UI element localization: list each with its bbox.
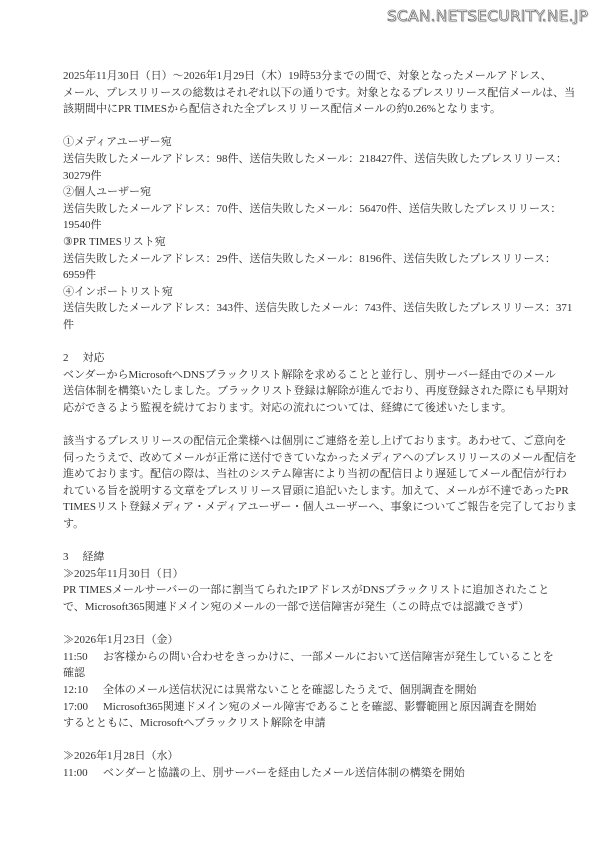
category-heading: ①メディアユーザー宛: [63, 136, 172, 149]
event-time: 12:10: [63, 683, 89, 696]
event-time: 11:50: [63, 650, 88, 663]
category-import-list: [63, 284, 573, 334]
section-2-response: [63, 350, 578, 533]
section-number: 3: [63, 551, 69, 564]
category-stats-cont: 30279件: [63, 169, 102, 182]
timeline-event: [63, 632, 554, 732]
event-text-cont: 確認: [63, 667, 85, 680]
category-stats-cont: 19540件: [63, 219, 102, 232]
category-stats: 送信失敗したメールアドレス：29件、送信失敗したメール：8196件、送信失敗したプレスリリース：: [63, 252, 556, 265]
event-text: 全体のメール送信状況には異常ないことを確認したうえで、個別調査を開始: [103, 683, 477, 696]
timeline-event: [63, 748, 533, 781]
paragraph-line: 該当するプレスリリースの配信元企業様へは個別にご連絡を差し上げております。あわせて、ご意向を: [63, 435, 567, 448]
event-entry: [63, 682, 533, 699]
section-title: 経緯: [82, 551, 105, 564]
paragraph-line: TIMESリスト登録メディア・メディアユーザー・個人ユーザーへ、事象についてご報告を完了しておりま: [63, 501, 578, 514]
intro-line: 2025年11月30日（日）～2026年1月29日（木）19時53分までの間で、対象となったメールアドレス、: [63, 70, 552, 82]
section-title: 対応: [82, 352, 105, 365]
paragraph-line: 進めております。配信の際は、当社のシステム障害により当初の配信日より遅延してメール配信が行わ: [63, 468, 567, 481]
event-text: ベンダーと協議の上、別サーバーを経由したメール送信体制の構築を開始: [103, 766, 465, 779]
category-heading: ②個人ユーザー宛: [63, 186, 151, 199]
document-body: [63, 68, 578, 782]
event-text: お客様からの問い合わせをきっかけに、一部メールにおいて送信障害が発生していることを: [103, 650, 554, 663]
event-date: ≫2025年11月30日（日）: [63, 567, 184, 580]
category-stats: 送信失敗したメールアドレス：70件、送信失敗したメール：56470件、送信失敗したプレスリリース：: [63, 202, 562, 215]
event-date: ≫2026年1月23日（金）: [63, 634, 179, 647]
paragraph-line: ベンダーからMicrosoftへDNSブラックリスト解除を求めることと並行し、別サーバー経由でのメール: [63, 368, 556, 381]
category-stats: 送信失敗したメールアドレス：98件、送信失敗したメール：218427件、送信失敗したプレスリリース：: [63, 152, 567, 165]
category-heading: ③PR TIMESリスト宛: [63, 235, 166, 248]
paragraph-line: 応ができるよう監視を続けております。対応の流れについては、経緯にて後述いたします。: [63, 401, 513, 414]
event-entry: [63, 765, 533, 782]
site-watermark: SCAN.NETSECURITY.NE.JP: [386, 7, 588, 25]
category-individual-users: [63, 184, 562, 234]
event-entry: [63, 649, 554, 666]
event-text: Microsoft365関連ドメイン宛のメール障害であることを確認、影響範囲と原因調査を開始: [103, 700, 537, 713]
section-heading: [63, 549, 533, 566]
paragraph-line: 送信体制を構築いたしました。ブラックリスト登録は解除が進んでおり、再度登録された際にも早期対: [63, 385, 569, 398]
category-media-users: [63, 134, 567, 184]
intro-line: 該期間中にPR TIMESから配信された全プレスリリース配信メールの約0.26%となります。: [63, 103, 501, 116]
event-time: 11:00: [63, 766, 88, 779]
category-stats: 送信失敗したメールアドレス：343件、送信失敗したメール：743件、送信失敗したプレスリリース：371: [63, 302, 573, 315]
section-3-timeline: [63, 549, 554, 781]
event-text: で、Microsoft365関連ドメイン宛のメールの一部で送信障害が発生（この時点では認識できず）: [63, 601, 530, 613]
timeline-event: [63, 566, 550, 616]
event-entry: [63, 699, 537, 716]
event-date: ≫2026年1月28日（水）: [63, 750, 179, 763]
paragraph-line: 伺ったうえで、改めてメールが正常に送付できていなかったメディアへのプレスリリースのメール配信を: [63, 451, 577, 464]
event-text-cont: するとともに、Microsoftへブラックリスト解除を申請: [63, 717, 326, 730]
section-number: 2: [63, 352, 69, 365]
paragraph-line: す。: [63, 518, 85, 531]
event-time: 17:00: [63, 700, 89, 713]
category-stats-cont: 件: [63, 318, 74, 331]
category-heading: ④インポートリスト宛: [63, 285, 173, 298]
paragraph-line: れている旨を説明する文章をプレスリリース冒頭に追記いたします。加えて、メールが不達であったPR: [63, 484, 569, 497]
event-text: PR TIMESメールサーバーの一部に割当てられたIPアドレスがDNSブラックリストに追加されたこと: [63, 584, 550, 597]
category-prtimes-list: [63, 234, 556, 284]
intro-paragraph: [63, 68, 576, 118]
section-heading: [63, 350, 533, 367]
intro-line: メール、プレスリリースの総数はそれぞれ以下の通りです。対象となるプレスリリース配信メールは、当: [63, 86, 576, 99]
category-stats-cont: 6959件: [63, 269, 96, 282]
